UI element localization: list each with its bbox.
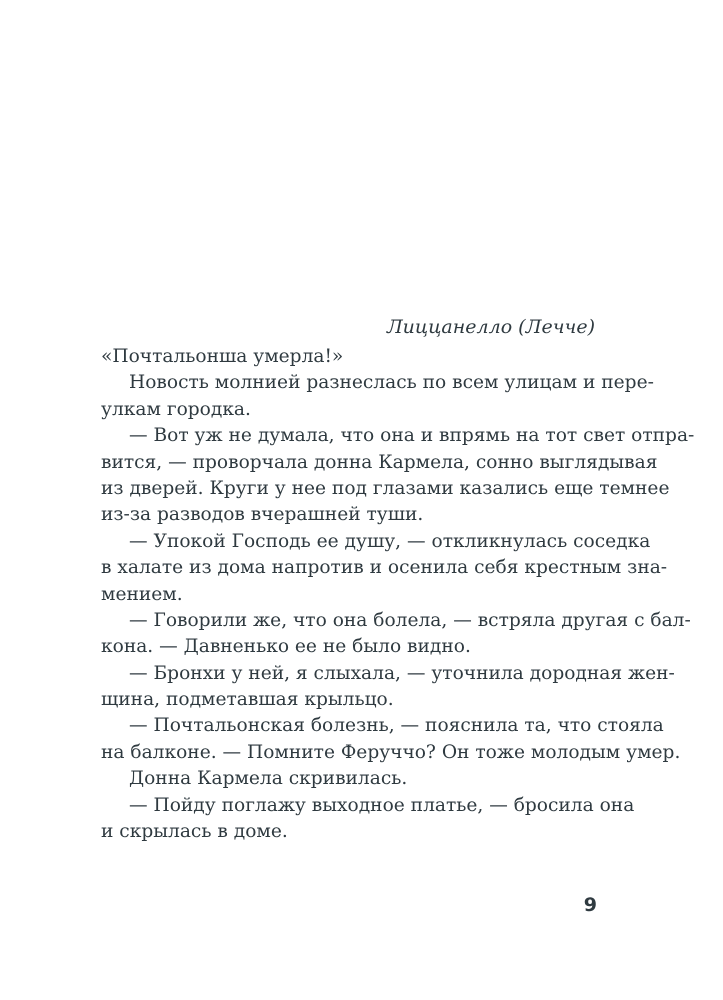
chapter-location: Лиццанелло (Лечче) xyxy=(386,316,595,338)
text-line: — Упокой Господь ее душу, — откликнулась соседка xyxy=(129,530,651,552)
text-line: щина, подметавшая крыльцо. xyxy=(101,689,394,711)
text-line: — Говорили же, что она болела, — встряла другая с бал- xyxy=(129,609,691,631)
text-line: мением. xyxy=(101,583,183,605)
text-line: в халате из дома напротив и осенила себя крестным зна- xyxy=(101,557,668,579)
text-line: Донна Кармела скривилась. xyxy=(129,768,408,790)
text-line: улкам городка. xyxy=(101,398,251,420)
text-line: из дверей. Круги у нее под глазами казались еще темнее xyxy=(101,477,670,499)
text-line: — Бронхи у ней, я слыхала, — уточнила дородная жен- xyxy=(129,662,675,684)
text-line: — Почтальонская болезнь, — пояснила та, что стояла xyxy=(129,715,664,737)
text-line: из-за разводов вчерашней туши. xyxy=(101,504,424,526)
text-line: — Пойду поглажу выходное платье, — бросила она xyxy=(129,794,635,816)
text-line: вится, — проворчала донна Кармела, сонно выглядывая xyxy=(101,451,658,473)
text-line: «Почтальонша умерла!» xyxy=(101,346,344,367)
text-line: кона. — Давненько ее не было видно. xyxy=(101,636,471,658)
text-line: и скрылась в доме. xyxy=(101,821,288,843)
text-line: Новость молнией разнеслась по всем улицам и пере- xyxy=(129,372,654,394)
text-line: на балконе. — Помните Феруччо? Он тоже молодым умер. xyxy=(101,741,681,763)
body-text xyxy=(101,344,695,845)
text-line: — Вот уж не думала, что она и впрямь на тот свет отпра- xyxy=(129,425,695,447)
page-number: 9 xyxy=(583,894,597,916)
